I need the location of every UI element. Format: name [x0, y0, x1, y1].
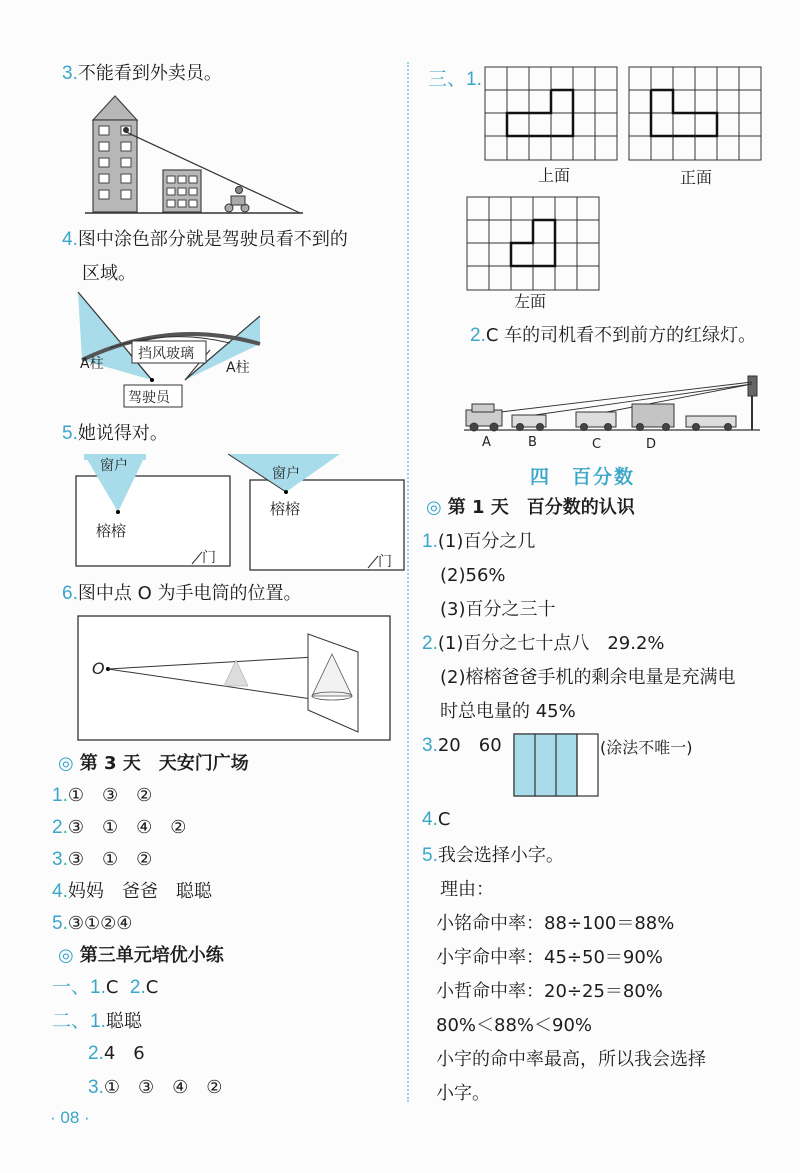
car-label-b: B	[528, 435, 537, 450]
day3-answer-3: 3.③ ① ②	[52, 849, 153, 870]
a5-compare: 80%＜88%＜90%	[436, 1015, 593, 1036]
q3-number: 3.	[62, 63, 78, 84]
window-diagram-right	[228, 452, 408, 576]
a5-calc-2: 小宇命中率：45÷50＝90%	[436, 947, 663, 968]
windshield-label: 挡风玻璃	[138, 346, 194, 362]
a5-conclusion-1: 小宇的命中率最高，所以我会选择	[436, 1049, 706, 1070]
percent-bar-diagram	[513, 733, 599, 797]
window-label-2: 窗户	[272, 466, 300, 482]
q5-line	[62, 422, 168, 446]
q4-text1: 图中涂色部分就是驾驶员看不到的	[77, 229, 348, 250]
day3-answer-2: 2.③ ① ④ ②	[52, 817, 187, 838]
a2-line2: (2)榕榕爸爸手机的剩余电量是充满电	[440, 667, 736, 688]
door-label: 门	[202, 550, 216, 566]
window-label: 窗户	[100, 458, 128, 474]
a1-line1: 1.(1)百分之几	[422, 531, 536, 552]
q5-text: 她说得对。	[77, 423, 168, 444]
a1-line2: (2)56%	[440, 565, 506, 586]
door-label-2: 门	[378, 554, 392, 570]
grid-left-view	[466, 196, 601, 292]
q6-number: 6.	[62, 583, 78, 604]
chapter-title: 四 百分数	[530, 466, 636, 488]
day1-title: 第 1 天 百分数的认识	[447, 497, 635, 518]
q3-line	[62, 62, 222, 86]
building-diagram	[85, 92, 310, 217]
pillar-left-label: A柱	[80, 356, 104, 372]
flashlight-diagram	[76, 614, 392, 742]
car-label-d: D	[646, 437, 657, 452]
a5-calc-3: 小哲命中率：20÷25＝80%	[436, 981, 663, 1002]
day3-title: 第 3 天 天安门广场	[79, 753, 249, 774]
q2-right-line: 2.C 车的司机看不到前方的红绿灯。	[470, 325, 757, 346]
unit3-line3: 2.4 6	[88, 1043, 145, 1064]
q6-text: 图中点 O 为手电筒的位置。	[77, 583, 302, 604]
pillar-right-label: A柱	[226, 360, 250, 376]
a5-conclusion-2: 小字。	[436, 1083, 490, 1104]
page-number: · 08 ·	[50, 1108, 90, 1127]
day3-answer-4: 4.妈妈 爸爸 聪聪	[52, 881, 212, 902]
traffic-light-diagram	[460, 370, 770, 452]
q4-number: 4.	[62, 229, 78, 250]
unit3-title: 第三单元培优小练	[79, 945, 224, 966]
unit3-line2: 二、1.聪聪	[52, 1011, 142, 1032]
grid-top-view	[484, 66, 619, 162]
grid-front-view	[628, 66, 763, 162]
day3-answer-1: 1.① ③ ②	[52, 785, 153, 806]
point-o-label: O	[92, 659, 105, 678]
a5-line: 5.我会选择小字。	[422, 845, 564, 866]
day3-title-line: ◎ 第 3 天 天安门广场	[58, 753, 249, 774]
unit3-line4: 3.① ③ ④ ②	[88, 1077, 223, 1098]
q5-number: 5.	[62, 423, 78, 444]
a5-calc-1: 小铭命中率：88÷100＝88%	[436, 913, 675, 934]
q6-line	[62, 582, 301, 606]
window-diagram-left	[74, 452, 234, 570]
label-top-view: 上面	[538, 166, 571, 185]
label-front-view: 正面	[680, 168, 713, 187]
a5-reason: 理由：	[440, 879, 494, 900]
a1-line3: (3)百分之三十	[440, 599, 556, 620]
unit3-line1: 一、1.C 2.C	[52, 977, 159, 998]
person-label-2: 榕榕	[270, 500, 301, 518]
a3-line: 3.20 60	[422, 735, 502, 756]
q4-line2: 区域。	[82, 263, 136, 284]
label-left-view: 左面	[514, 292, 547, 311]
driver-label: 驾驶员	[128, 390, 170, 406]
unit3-title-line: ◎ 第三单元培优小练	[58, 945, 224, 966]
car-label-c: C	[592, 437, 602, 452]
a3-note: (涂法不唯一)	[600, 738, 693, 757]
q3-text: 不能看到外卖员。	[77, 63, 222, 84]
column-divider	[407, 62, 409, 1102]
windshield-diagram	[70, 288, 270, 410]
day1-title-line: ◎ 第 1 天 百分数的认识	[426, 497, 635, 518]
a2-line1: 2.(1)百分之七十点八 29.2%	[422, 633, 665, 654]
q4-line1	[62, 228, 348, 252]
a4-line: 4.C	[422, 809, 451, 830]
car-label-a: A	[482, 435, 491, 450]
day3-answer-5: 5.③①②④	[52, 913, 133, 934]
section-san-label: 三、1.	[428, 69, 482, 90]
person-label: 榕榕	[96, 522, 127, 540]
a2-line3: 时总电量的 45%	[440, 701, 576, 722]
